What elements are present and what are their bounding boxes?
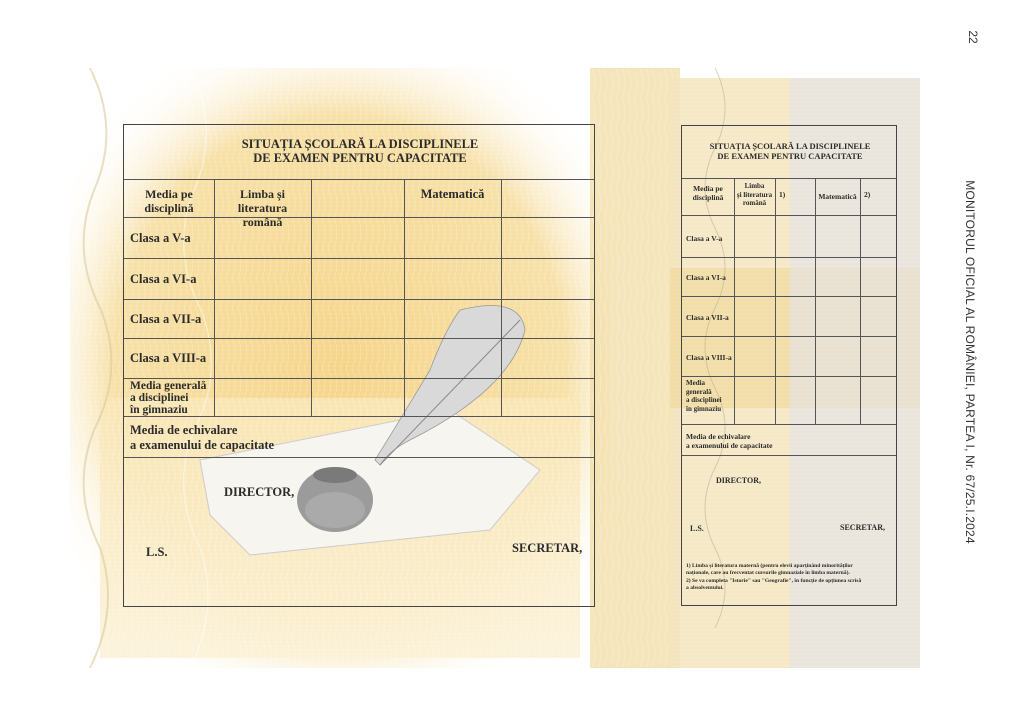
right-title-line1: SITUAȚIA ȘCOLARĂ LA DISCIPLINELE <box>709 141 871 151</box>
right-col-media-l1: Media pe <box>693 184 723 193</box>
right-row-clasa-5: Clasa a V-a <box>686 234 723 243</box>
right-title-line2: DE EXAMEN PENTRU CAPACITATE <box>717 151 863 161</box>
left-title-line2: DE EXAMEN PENTRU CAPACITATE <box>253 151 467 165</box>
right-col-limba-l2: și literatura <box>736 190 773 199</box>
right-col-limba <box>734 182 775 208</box>
right-ech-l2: a examenului de capacitate <box>686 441 773 450</box>
right-col-limba-l3: română <box>742 199 767 207</box>
left-col-limba <box>214 187 311 229</box>
left-row-clasa-5: Clasa a V-a <box>130 231 191 245</box>
left-secretar-label: SECRETAR, <box>512 541 583 555</box>
left-row-clasa-7: Clasa a VII-a <box>130 312 202 326</box>
right-row-echivalare <box>686 432 772 450</box>
right-mg-l1: Media <box>686 379 706 387</box>
right-row-clasa-6: Clasa a VI-a <box>686 273 726 282</box>
right-footnote1-l2: naționale, care au frecventat cursurile gimnaziale în limba maternă). <box>686 570 850 577</box>
right-mg-l2: generală <box>686 387 712 396</box>
right-footnotes <box>686 563 896 593</box>
right-ech-l1: Media de echivalare <box>686 432 751 441</box>
left-row-clasa-8: Clasa a VIII-a <box>130 351 207 365</box>
left-row-media-generala <box>130 380 206 416</box>
right-row-clasa-7: Clasa a VII-a <box>686 313 729 322</box>
left-col-limba-l1: Limba și literatura <box>237 187 288 215</box>
left-form-title <box>124 137 596 165</box>
right-ls-label: L.S. <box>690 524 704 533</box>
right-footnote2-l2: a absolventului. <box>686 585 724 592</box>
right-mg-l4: în gimnaziu <box>686 404 722 413</box>
left-director-label: DIRECTOR, <box>224 485 295 499</box>
right-form <box>681 125 897 606</box>
right-director-label: DIRECTOR, <box>716 476 761 485</box>
left-col-media <box>124 187 214 215</box>
right-footnote2-l1: 2) Se va completa "Istorie" sau "Geografie", în funcție de opțiunea scrisă <box>686 577 862 584</box>
right-col-matematica: Matematică <box>818 192 857 201</box>
running-head-text: MONITORUL OFICIAL AL ROMÂNIEI, PARTEA I, Nr. 67/25.I.2024 <box>963 180 977 544</box>
page-number: 22 <box>966 30 980 44</box>
right-col-media <box>682 184 734 202</box>
left-row-echivalare <box>130 423 274 453</box>
right-col-note1: 1) <box>779 190 786 199</box>
right-row-media-generala <box>686 379 722 413</box>
left-form <box>123 124 595 607</box>
left-col-matematica: Matematică <box>420 187 485 201</box>
left-col-media-l1: Media pe <box>145 187 193 201</box>
left-row-clasa-6: Clasa a VI-a <box>130 272 197 286</box>
right-col-note2: 2) <box>864 190 871 199</box>
right-col-media-l2: disciplină <box>692 193 724 202</box>
left-ech-l1: Media de echivalare <box>130 423 238 437</box>
left-title-line1: SITUAȚIA ȘCOLARĂ LA DISCIPLINELE <box>241 137 479 151</box>
right-form-title <box>682 141 898 161</box>
right-mg-l3: a disciplinei <box>686 396 722 404</box>
left-col-media-l2: disciplină <box>144 201 194 215</box>
right-col-limba-l1: Limba <box>744 182 765 190</box>
left-ech-l2: a examenului de capacitate <box>130 438 275 452</box>
right-secretar-label: SECRETAR, <box>840 523 885 532</box>
left-mg-l2: a disciplinei <box>130 392 189 404</box>
left-mg-l1: Media generală <box>130 380 207 392</box>
right-row-clasa-8: Clasa a VIII-a <box>686 353 732 362</box>
left-ls-label: L.S. <box>146 545 168 559</box>
left-col-limba-l2: română <box>242 215 283 229</box>
right-footnote1-l1: 1) Limba și literatura maternă (pentru elevii aparținând minorităților <box>686 563 853 569</box>
left-mg-l3: în gimnaziu <box>130 404 188 416</box>
